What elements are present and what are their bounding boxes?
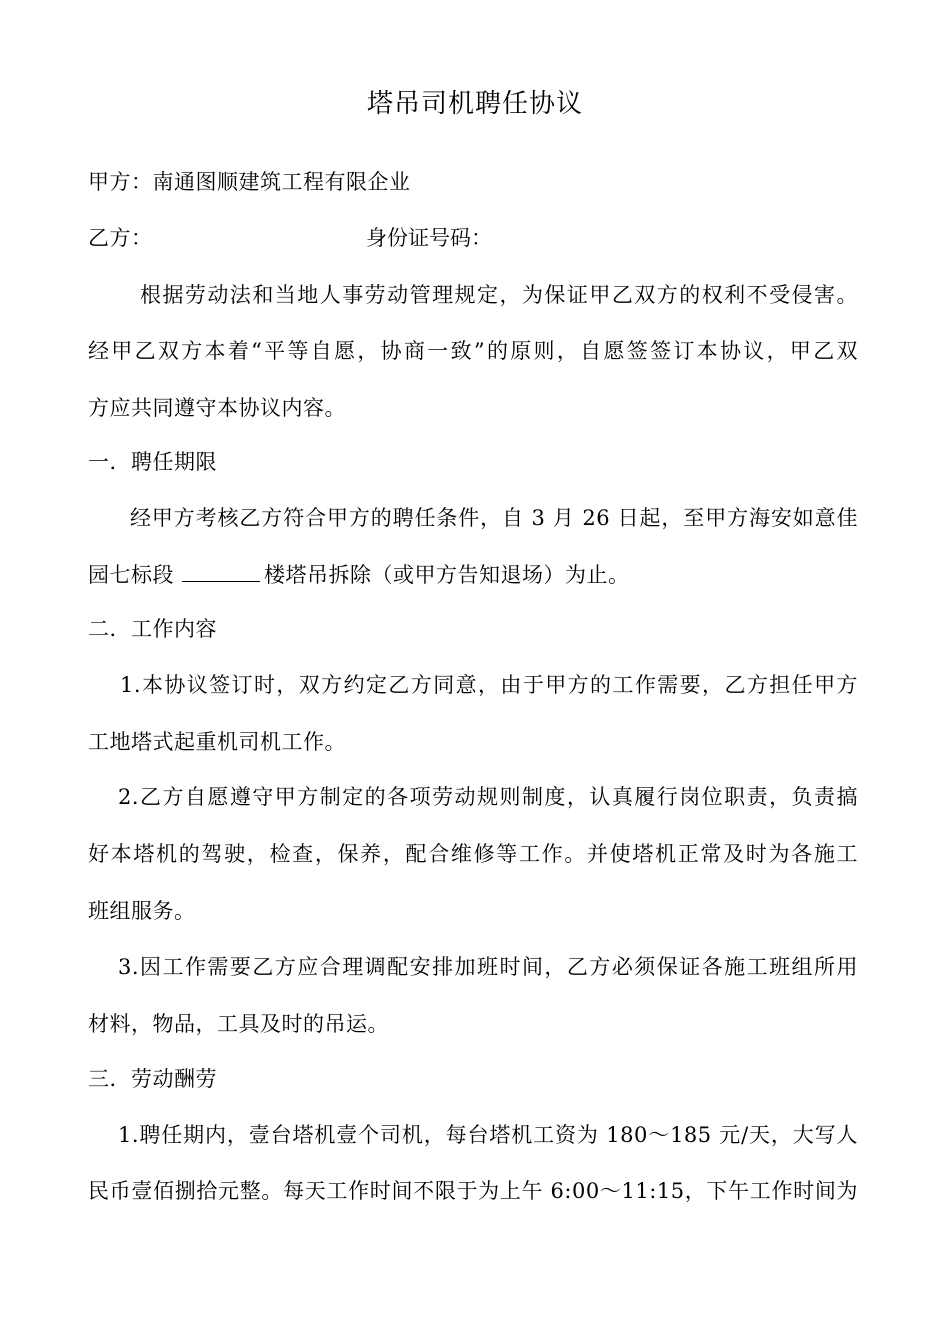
section-2-item-3-line-2: 材料，物品，工具及时的吊运。 [88,1012,389,1036]
section-1-line-2 [88,560,630,590]
document-title: 塔吊司机聘任协议 [366,89,583,119]
section-1-line-1: 经甲方考核乙方符合甲方的聘任条件，自 3 月 26 日起，至甲方海安如意佳 [130,506,858,530]
section-2-item-2-line-2: 好本塔机的驾驶，检查，保养，配合维修等工作。并使塔机正常及时为各施工 [88,842,858,866]
section-2-item-3-line-1: 3.因工作需要乙方应合理调配安排加班时间，乙方必须保证各施工班组所用 [118,955,858,979]
id-number-label: 身份证号码： [366,226,492,250]
preamble-line-1: 根据劳动法和当地人事劳动管理规定，为保证甲乙双方的权利不受侵害。 [140,283,858,307]
section-1-line-2-after: 楼塔吊拆除（或甲方告知退场）为止。 [264,563,630,587]
section-2-item-2-line-3: 班组服务。 [88,899,196,923]
party-a-line: 甲方：南通图顺建筑工程有限企业 [88,170,411,194]
section-2-item-1-line-1: 1.本协议签订时，双方约定乙方同意，由于甲方的工作需要，乙方担任甲方 [120,673,858,697]
section-3-item-1-line-2: 民币壹佰捌拾元整。每天工作时间不限于为上午 6:00～11:15，下午工作时间为 [88,1179,858,1203]
section-3-item-1-line-1: 1.聘任期内，壹台塔机壹个司机，每台塔机工资为 180～185 元/天，大写人 [118,1123,858,1147]
section-3-heading: 三．劳动酬劳 [88,1067,217,1091]
preamble-line-3: 方应共同遵守本协议内容。 [88,396,346,420]
section-2-heading: 二．工作内容 [88,617,217,641]
section-2-item-2-line-1: 2.乙方自愿遵守甲方制定的各项劳动规则制度，认真履行岗位职责，负责搞 [118,785,858,809]
building-number-blank [182,563,260,582]
preamble-line-2: 经甲乙双方本着“平等自愿，协商一致”的原则，自愿签签订本协议，甲乙双 [88,339,858,363]
section-1-line-2-before: 园七标段 [88,563,174,587]
section-2-item-1-line-2: 工地塔式起重机司机工作。 [88,730,346,754]
section-1-heading: 一．聘任期限 [88,450,217,474]
party-b-label: 乙方： [88,226,153,250]
